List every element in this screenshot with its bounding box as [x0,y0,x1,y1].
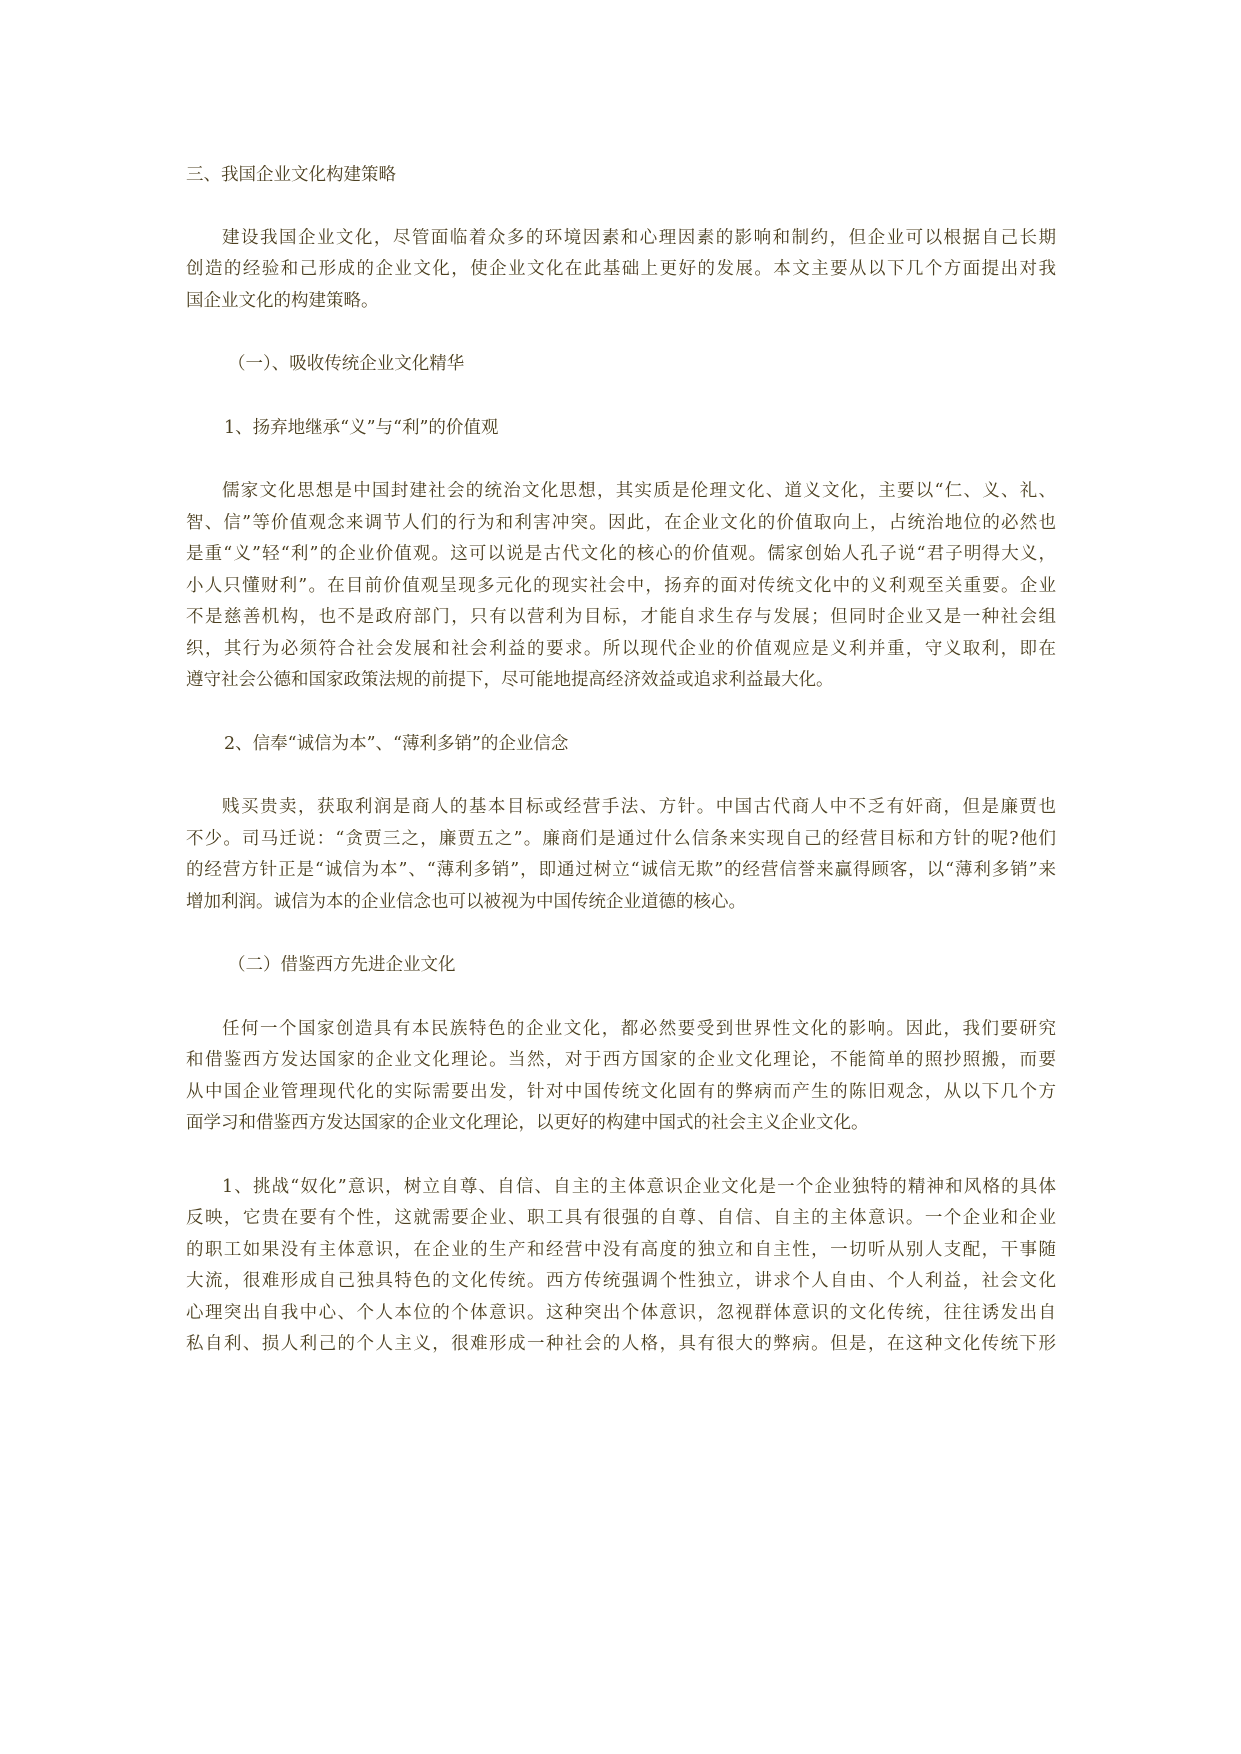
subsection-paragraph-2 [186,1014,1056,1140]
text-line: 和借鉴西方发达国家的企业文化理论。当然，对于西方国家的企业文化理论，不能简单的照抄照搬，而要 [186,1050,1056,1070]
text-line: 反映，它贵在要有个性，这就需要企业、职工具有很强的自尊、自信、自主的主体意识。一个企业和企业 [186,1208,1056,1228]
text-line: 小人只懂财利”。在目前价值观呈现多元化的现实社会中，扬弃的面对传统文化中的义利观至关重要。企业 [186,575,1056,596]
text-line: 1、挑战“奴化”意识，树立自尊、自信、自主的主体意识企业文化是一个企业独特的精神和风格的具体 [222,1176,1056,1197]
text-line: 遵守社会公德和国家政策法规的前提下，尽可能地提高经济效益或追求利益最大化。 [186,670,834,690]
section-title: 三、我国企业文化构建策略 [186,165,396,185]
text-line: 不是慈善机构，也不是政府部门，只有以营利为目标，才能自求生存与发展；但同时企业又是一种社会组 [186,607,1056,627]
text-line: 的经营方针正是“诚信为本”、“薄利多销”，即通过树立“诚信无欺”的经营信誉来赢得顾客，以“薄利多销”来 [186,860,1056,880]
text-line: 智、信”等价值观念来调节人们的行为和利害冲突。因此，在企业文化的价值取向上，占统治地位的必然也 [186,512,1056,533]
subsection-title-2: （二）借鉴西方先进企业文化 [228,955,456,975]
text-line: 国企业文化的构建策略。 [186,290,379,311]
item-paragraph-1-2 [186,792,1056,918]
text-line: 心理突出自我中心、个人本位的个体意识。这种突出个体意识，忽视群体意识的文化传统，往往诱发出自 [186,1302,1056,1323]
text-line: 从中国企业管理现代化的实际需要出发，针对中国传统文化固有的弊病而产生的陈旧观念，从以下几个方 [186,1081,1056,1102]
text-line: 织，其行为必须符合社会发展和社会利益的要求。所以现代企业的价值观应是义利并重，守义取利，即在 [186,638,1056,659]
text-line: 面学习和借鉴西方发达国家的企业文化理论，以更好的构建中国式的社会主义企业文化。 [186,1113,869,1133]
subsection-title-1: （一）、吸收传统企业文化精华 [228,354,465,374]
text-line: 的职工如果没有主体意识，在企业的生产和经营中没有高度的独立和自主性，一切听从别人支配，干事随 [186,1239,1056,1260]
text-line: 是重“义”轻“利”的企业价值观。这可以说是古代文化的核心的价值观。儒家创始人孔子说“君子明得大义， [186,544,1056,564]
text-line: 创造的经验和己形成的企业文化，使企业文化在此基础上更好的发展。本文主要从以下几个方面提出对我 [186,259,1056,279]
item-title-1-1: 1、扬弃地继承“义”与“利”的价值观 [224,417,499,438]
text-line: 儒家文化思想是中国封建社会的统治文化思想，其实质是伦理文化、道义文化，主要以“仁、义、礼、 [222,481,1056,501]
text-line: 增加利润。诚信为本的企业信念也可以被视为中国传统企业道德的核心。 [186,891,746,912]
text-line: 建设我国企业文化，尽管面临着众多的环境因素和心理因素的影响和制约，但企业可以根据自己长期 [222,227,1056,248]
text-line: 私自利、损人利己的个人主义，很难形成一种社会的人格，具有很大的弊病。但是，在这种文化传统下形 [186,1334,1056,1354]
text-line: 不少。司马迁说：“贪贾三之，廉贾五之”。廉商们是通过什么信条来实现自己的经营目标和方针的呢?他们 [186,828,1056,849]
intro-paragraph [186,223,1056,318]
text-line: 大流，很难形成自己独具特色的文化传统。西方传统强调个性独立，讲求个人自由、个人利益，社会文化 [186,1271,1056,1291]
item-paragraph-2-1 [186,1172,1056,1361]
text-line: 贱买贵卖，获取利润是商人的基本目标或经营手法、方针。中国古代商人中不乏有奸商，但是廉贾也 [222,797,1056,817]
item-paragraph-1-1 [186,476,1056,697]
item-title-1-2: 2、信奉“诚信为本”、“薄利多销”的企业信念 [224,733,569,754]
document-body [186,160,1056,1393]
text-line: 任何一个国家创造具有本民族特色的企业文化，都必然要受到世界性文化的影响。因此，我们要研究 [222,1018,1056,1039]
